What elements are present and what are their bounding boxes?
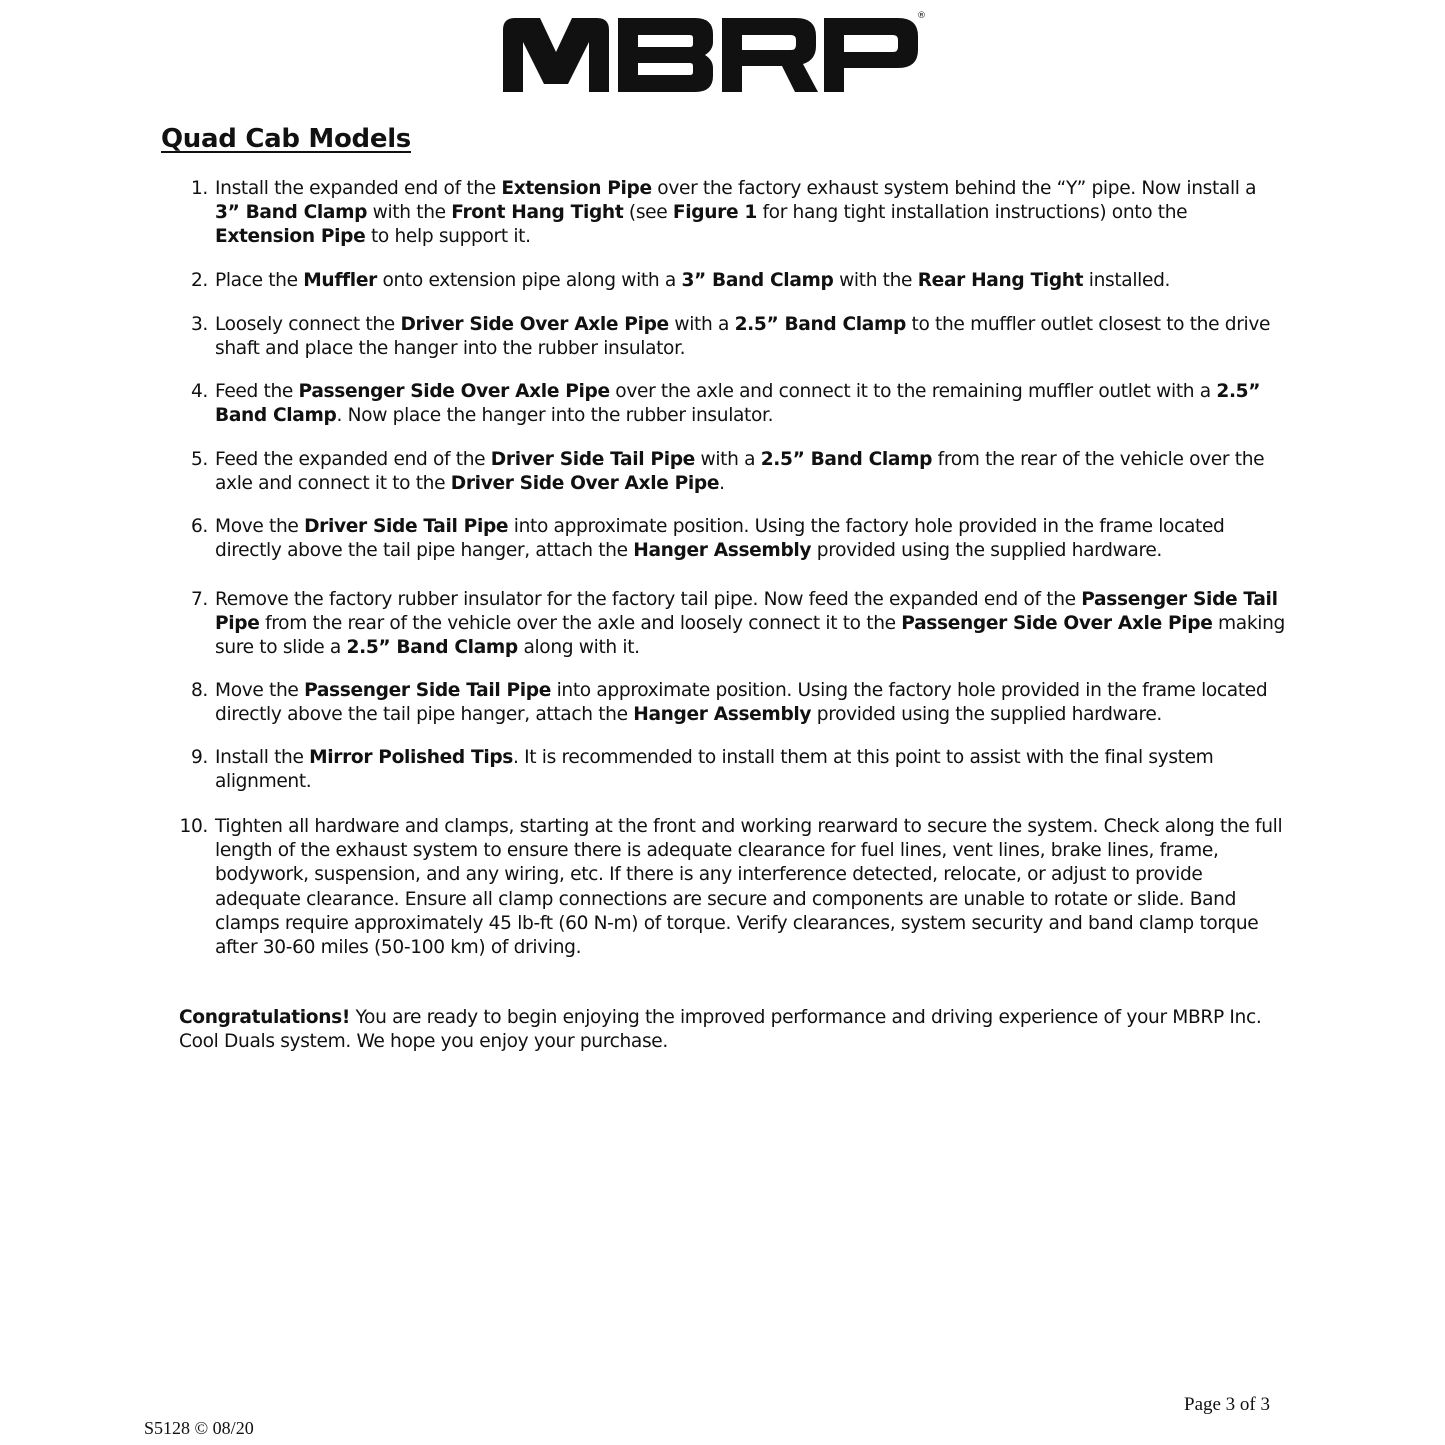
step-line: [215, 404, 1260, 428]
step-bold-text: 2.5”: [1216, 381, 1261, 402]
step-line: [215, 679, 1267, 703]
step-number: 4.: [190, 381, 208, 402]
step-line: [215, 936, 1282, 960]
page-number: Page 3 of 3: [1184, 1394, 1271, 1415]
step-number: 8.: [190, 680, 208, 701]
step-line: [215, 515, 1224, 539]
step-bold-text: 3” Band Clamp: [215, 202, 368, 224]
step-line: [215, 337, 1270, 361]
step-text: over the axle and connect it to the remaining muffler outlet with a: [609, 381, 1217, 402]
step-text: from the rear of the vehicle over the axle and loosely connect it to the: [259, 613, 902, 635]
step-text: Loosely connect the: [215, 314, 401, 335]
step-text: with a: [668, 314, 735, 335]
step-line: [215, 448, 1264, 472]
step-bold-text: Hanger Assembly: [633, 704, 812, 726]
step-text: directly above the tail pipe hanger, attach the: [215, 540, 634, 562]
step-text: with the: [833, 270, 918, 291]
step-text: into approximate position. Using the factory hole provided in the frame located: [508, 516, 1225, 537]
step-text: directly above the tail pipe hanger, attach the: [215, 704, 634, 726]
step-line: [215, 177, 1256, 201]
step-bold-text: Passenger Side Over Axle Pipe: [298, 381, 610, 402]
step-bold-text: Driver Side Over Axle Pipe: [450, 473, 720, 495]
step-bold-text: Passenger Side Over Axle Pipe: [901, 613, 1213, 635]
step-bold-text: 2.5” Band Clamp: [346, 637, 518, 659]
step-text: [215, 448, 1264, 496]
step-line: [215, 888, 1282, 912]
step-text: Install the: [215, 747, 310, 768]
step-text: Move the: [215, 680, 305, 701]
step-text: [215, 746, 1213, 794]
step-text: with a: [694, 449, 761, 470]
step-bold-text: Driver Side Tail Pipe: [304, 516, 509, 537]
step-line: [215, 539, 1224, 563]
step-number: 10.: [179, 816, 208, 837]
step-bold-text: Band Clamp: [215, 405, 337, 427]
step-text: bodywork, suspension, and any wiring, etc. If there is any interference detected, relocate, or adjust to provide: [215, 864, 1203, 886]
step-text: axle and connect it to the: [215, 473, 451, 495]
step-text: provided using the supplied hardware.: [811, 704, 1162, 726]
step-text: onto extension pipe along with a: [376, 270, 682, 291]
step-number: 5.: [190, 449, 208, 470]
step-text: clamps require approximately 45 lb-ft (60 N-m) of torque. Verify clearances, system security and band clamp torque: [215, 912, 1259, 934]
closing-line: [179, 1030, 1261, 1054]
step-number: 1.: [190, 178, 208, 199]
step-bold-text: 2.5” Band Clamp: [734, 314, 906, 335]
step-line: [215, 225, 1256, 249]
step-bold-text: 2.5” Band Clamp: [760, 449, 933, 470]
step-line: [215, 380, 1260, 404]
step-bold-text: Passenger Side Tail: [1081, 589, 1278, 610]
step-text: sure to slide a: [215, 637, 347, 659]
closing-text: You are ready to begin enjoying the improved performance and driving experience of your MBRP Inc.: [349, 1007, 1262, 1028]
step-text: [215, 588, 1285, 661]
step-line: [215, 746, 1213, 770]
step-number: 3.: [190, 314, 208, 335]
mbrp-logo-graphic: [500, 12, 924, 98]
step-text: over the factory exhaust system behind the “Y” pipe. Now install a: [651, 178, 1257, 199]
step-text: . Now place the hanger into the rubber insulator.: [336, 405, 774, 427]
step-line: [215, 839, 1282, 863]
step-text: from the rear of the vehicle over the: [932, 449, 1265, 470]
closing-line: [179, 1006, 1261, 1030]
step-text: [215, 177, 1256, 250]
closing-message: [179, 1006, 1261, 1054]
step-line: [215, 912, 1282, 936]
step-text: to help support it.: [365, 226, 531, 248]
step-text: to the muffler outlet closest to the drive: [905, 314, 1271, 335]
step-text: along with it.: [517, 637, 640, 659]
step-text: [215, 380, 1260, 428]
step-text: into approximate position. Using the factory hole provided in the frame located: [551, 680, 1268, 701]
step-bold-text: Pipe: [215, 613, 260, 635]
step-text: . It is recommended to install them at this point to assist with the final system: [513, 747, 1214, 768]
closing-text: Cool Duals system. We hope you enjoy your purchase.: [179, 1031, 668, 1053]
step-text: Move the: [215, 516, 305, 537]
step-bold-text: Driver Side Tail Pipe: [490, 449, 695, 470]
step-text: for hang tight installation instructions) onto the: [756, 202, 1188, 224]
step-text: Feed the expanded end of the: [215, 449, 491, 470]
step-line: [215, 703, 1267, 727]
step-line: [215, 588, 1285, 612]
step-number: 7.: [190, 589, 208, 610]
step-line: [215, 612, 1285, 636]
step-line: [215, 269, 1170, 293]
step-text: Install the expanded end of the: [215, 178, 502, 199]
closing-bold-text: Congratulations!: [179, 1007, 350, 1028]
step-text: [215, 515, 1224, 563]
step-text: Remove the factory rubber insulator for the factory tail pipe. Now feed the expanded end of the: [215, 589, 1082, 610]
step-text: shaft and place the hanger into the rubber insulator.: [215, 338, 686, 360]
step-bold-text: Hanger Assembly: [633, 540, 812, 562]
step-bold-text: Passenger Side Tail Pipe: [304, 680, 552, 701]
step-text: [215, 815, 1282, 960]
step-text: Place the: [215, 270, 304, 291]
step-text: (see: [623, 202, 673, 224]
step-bold-text: Extension Pipe: [215, 226, 366, 248]
step-bold-text: Mirror Polished Tips: [309, 747, 514, 768]
step-text: with the: [367, 202, 452, 224]
step-text: [215, 679, 1267, 727]
section-title: Quad Cab Models: [161, 124, 411, 154]
step-text: after 30-60 miles (50-100 km) of driving.: [215, 937, 582, 959]
step-number: 2.: [190, 270, 208, 291]
step-bold-text: Rear Hang Tight: [917, 270, 1084, 291]
step-bold-text: Extension Pipe: [501, 178, 652, 199]
step-text: Feed the: [215, 381, 299, 402]
step-line: [215, 636, 1285, 660]
registered-mark: ®: [917, 11, 926, 21]
step-bold-text: 3” Band Clamp: [681, 270, 834, 291]
step-text: [215, 269, 1170, 293]
step-text: adequate clearance. Ensure all clamp connections are secure and components are unable to rotate or slide. Band: [215, 888, 1237, 910]
step-line: [215, 472, 1264, 496]
step-text: Tighten all hardware and clamps, starting at the front and working rearward to secure the system. Check along the full: [215, 816, 1283, 837]
step-line: [215, 313, 1270, 337]
step-bold-text: Muffler: [303, 270, 377, 291]
step-line: [215, 863, 1282, 887]
step-line: [215, 770, 1213, 794]
step-number: 9.: [190, 747, 208, 768]
step-text: length of the exhaust system to ensure there is adequate clearance for fuel lines, vent lines, brake lines, frame,: [215, 840, 1219, 862]
step-text: .: [719, 473, 725, 495]
step-text: making: [1212, 613, 1285, 635]
step-text: provided using the supplied hardware.: [811, 540, 1162, 562]
step-text: [215, 313, 1270, 361]
step-bold-text: Front Hang Tight: [451, 202, 624, 224]
step-text: alignment.: [215, 771, 312, 793]
step-bold-text: Figure 1: [672, 202, 757, 224]
step-bold-text: Driver Side Over Axle Pipe: [400, 314, 669, 335]
step-line: [215, 201, 1256, 225]
mbrp-logo: [500, 12, 924, 98]
step-line: [215, 815, 1282, 839]
document-code: S5128 © 08/20: [144, 1418, 254, 1438]
step-number: 6.: [190, 516, 208, 537]
step-text: installed.: [1083, 270, 1171, 291]
